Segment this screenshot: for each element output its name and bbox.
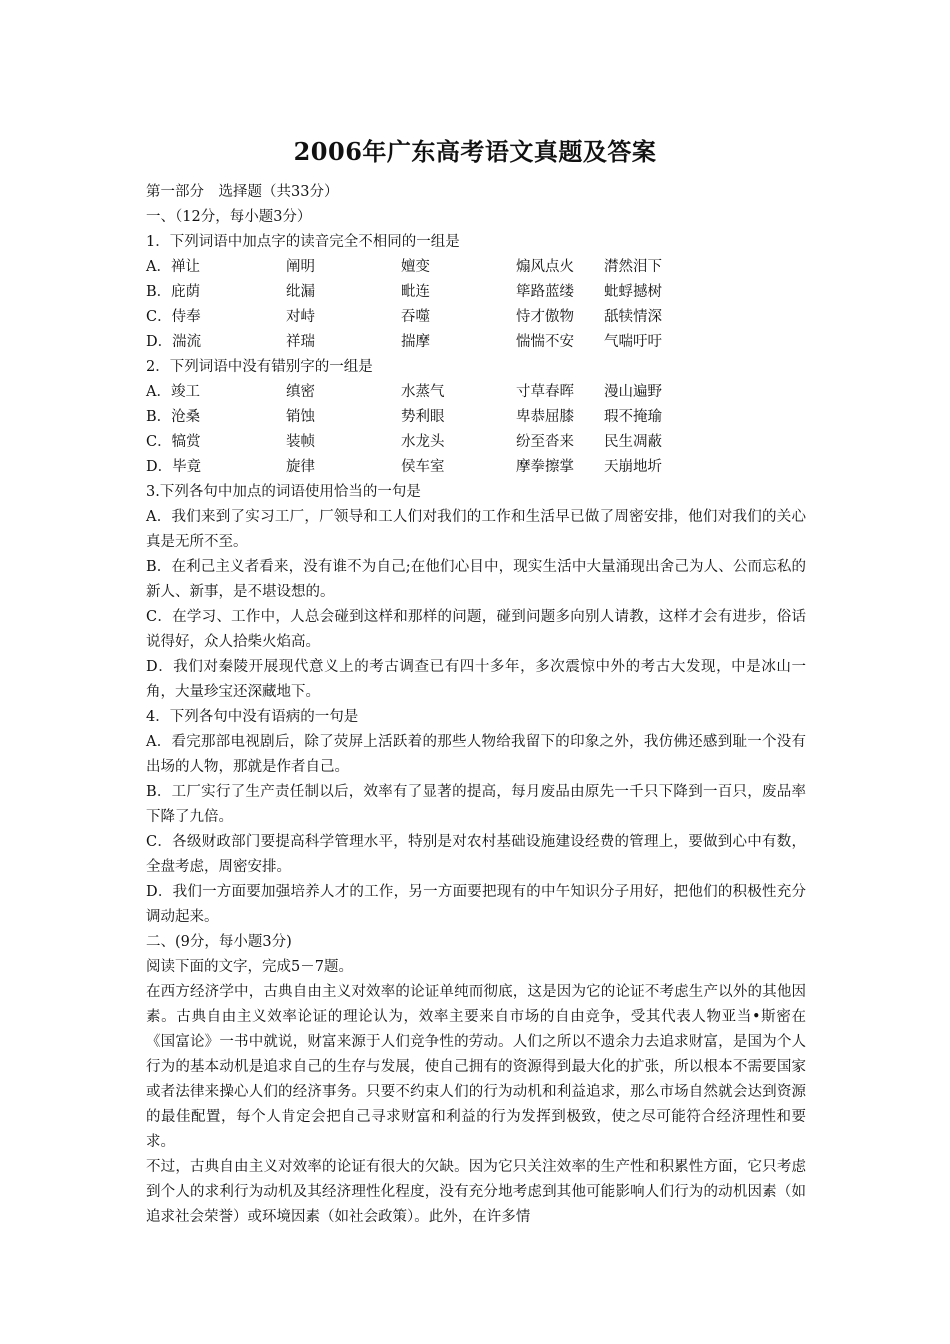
option-cell: 毗连 [401,284,430,300]
option-cell: 潸然泪下 [604,259,662,275]
passage-paragraph: 不过，古典自由主义对效率的论证有很大的欠缺。因为它只关注效率的生产性和积累性方面，它只考虑到个人的求利行为动机及其经济理性化程度，没有充分地考虑到其他可能影响人们行为的动机因素（如追求社会荣誉）或环境因素（如社会政策）。此外，在许多情 [146,1159,806,1225]
option-cell: 对峙 [286,309,315,325]
option-paragraph: C．各级财政部门要提高科学管理水平，特别是对农村基础设施建设经费的管理上，要做到心中有数，全盘考虑，周密安排。 [146,834,806,875]
option-cell: B．庇荫 [146,284,201,300]
option-cell: 揣摩 [401,334,430,350]
option-cell: 水蒸气 [401,384,445,400]
option-cell: D．湍流 [146,334,202,350]
option-cell: 惴惴不安 [516,334,574,350]
option-row [146,430,806,455]
option-row [146,255,806,280]
option-cell: 旋律 [286,459,315,475]
option-cell: A．竣工 [146,384,200,400]
option-cell: 嬗变 [401,259,430,275]
option-cell: 民生凋蔽 [604,434,662,450]
option-cell: 纰漏 [286,284,315,300]
section-header: 一、（12分，每小题3分） [146,209,312,225]
option-cell: 水龙头 [401,434,445,450]
option-cell: 阐明 [286,259,315,275]
option-cell: D．毕竟 [146,459,202,475]
option-cell: C．侍奉 [146,309,201,325]
option-cell: 侯车室 [401,459,445,475]
part-header: 第一部分 选择题（共33分） [146,184,339,200]
option-paragraph: A．看完那部电视剧后，除了荧屏上活跃着的那些人物给我留下的印象之外，我仿佛还感到耻一个没有出场的人物，那就是作者自己。 [146,734,806,775]
option-cell: 天崩地圻 [604,459,662,475]
option-cell: 吞噬 [401,309,430,325]
question-stem: 4．下列各句中没有语病的一句是 [146,709,359,725]
option-cell: 缜密 [286,384,315,400]
option-cell: 气喘吁吁 [604,334,662,350]
option-paragraph: D．我们一方面要加强培养人才的工作，另一方面要把现有的中午知识分子用好，把他们的积极性充分调动起来。 [146,884,806,925]
option-cell: 煽风点火 [516,259,574,275]
option-cell: 势利眼 [401,409,445,425]
reading-instruction: 阅读下面的文字，完成5－7题。 [146,959,353,975]
passage-paragraph: 在西方经济学中，古典自由主义对效率的论证单纯而彻底，这是因为它的论证不考虑生产以外的其他因素。古典自由主义效率论证的理论认为，效率主要来自市场的自由竞争，受其代表人物亚当•斯密在《国富论》一书中就说，财富来源于人们竞争性的劳动。人们之所以不遗余力去追求财富，是国为个人行为的基本动机是追求自己的生存与发展，使自己拥有的资源得到最大化的扩张，所以根本不需要国家或者法律来操心人们的经济事务。只要不约束人们的行为动机和利益追求，那么市场自然就会达到资源的最佳配置，每个人肯定会把自己寻求财富和利益的行为发挥到极致，使之尽可能符合经济理性和要求。 [146,984,806,1150]
option-cell: 摩拳擦掌 [516,459,574,475]
option-row [146,330,806,355]
option-paragraph: B．工厂实行了生产责任制以后，效率有了显著的提高，每月废品由原先一千只下降到一百只，废品率下降了九倍。 [146,784,806,825]
question-stem: 3.下列各句中加点的词语使用恰当的一句是 [146,484,421,500]
option-paragraph: D．我们对秦陵开展现代意义上的考古调查已有四十多年，多次震惊中外的考古大发现，中是冰山一角，大量珍宝还深藏地下。 [146,659,806,700]
page-title: 2006年广东高考语文真题及答案 [293,137,657,166]
option-cell: C．犒赏 [146,434,201,450]
option-cell: 筚路蓝缕 [516,284,574,300]
option-paragraph: C．在学习、工作中，人总会碰到这样和那样的问题，碰到问题多向别人请教，这样才会有进步，俗话说得好，众人拾柴火焰高。 [146,609,806,650]
option-cell: 销蚀 [286,409,315,425]
option-cell: B．沧桑 [146,409,201,425]
document-body [146,180,806,1230]
option-paragraph: B．在利己主义者看来，没有谁不为自己;在他们心目中，现实生活中大量涌现出舍己为人、公而忘私的新人、新事，是不堪设想的。 [146,559,806,600]
option-cell: 舐犊情深 [604,309,662,325]
option-cell: 寸草春晖 [516,384,574,400]
option-paragraph: A．我们来到了实习工厂，厂领导和工人们对我们的工作和生活早已做了周密安排，他们对我们的关心真是无所不至。 [146,509,806,550]
option-cell: 纷至沓来 [516,434,574,450]
option-cell: 祥瑞 [286,334,315,350]
option-row [146,380,806,405]
option-row [146,305,806,330]
question-stem: 1．下列词语中加点字的读音完全不相同的一组是 [146,234,460,250]
option-cell: 瑕不掩瑜 [604,409,662,425]
option-row [146,455,806,480]
section-header: 二、(9分，每小题3分) [146,934,292,950]
option-row [146,280,806,305]
option-cell: 装帧 [286,434,315,450]
option-row [146,405,806,430]
question-stem: 2．下列词语中没有错别字的一组是 [146,359,373,375]
option-cell: 漫山遍野 [604,384,662,400]
option-cell: 恃才傲物 [516,309,574,325]
option-cell: 卑恭屈膝 [516,409,574,425]
option-cell: 蚍蜉撼树 [604,284,662,300]
option-cell: A．禅让 [146,259,200,275]
